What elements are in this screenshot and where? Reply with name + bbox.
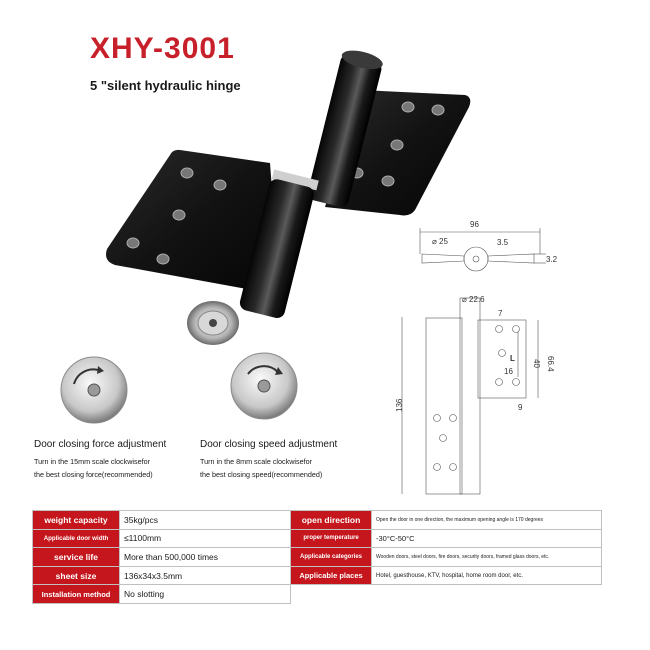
dim-136: 136 xyxy=(395,398,404,412)
table-row xyxy=(33,529,602,548)
spec-label: Applicable places xyxy=(291,566,372,585)
speed-adjust-line1: Turn in the 8mm scale clockwisefor xyxy=(200,457,312,466)
dim-7: 7 xyxy=(498,309,503,318)
spec-label: Installation method xyxy=(33,585,120,604)
spec-table xyxy=(32,510,602,604)
product-subtitle: 5 "silent hydraulic hinge xyxy=(90,78,241,93)
spec-value: 136x34x3.5mm xyxy=(120,566,291,585)
table-row xyxy=(33,511,602,530)
spec-label: Applicable door width xyxy=(33,529,120,548)
dim-9: 9 xyxy=(518,403,523,412)
table-row xyxy=(33,566,602,585)
spec-value: ≤1100mm xyxy=(120,529,291,548)
dim-3-5: 3.5 xyxy=(497,238,509,247)
force-adjust-line2: the best closing force(recommended) xyxy=(34,470,153,479)
product-title: XHY-3001 xyxy=(90,32,235,65)
dim-25: ⌀ 25 xyxy=(432,237,448,246)
spec-label: Applicable categories xyxy=(291,548,372,567)
dim-22-6: ⌀ 22.6 xyxy=(462,295,485,304)
spec-value: 35kg/pcs xyxy=(120,511,291,530)
spec-value: More than 500,000 times xyxy=(120,548,291,567)
spec-value: -30°C-50°C xyxy=(372,529,602,548)
spec-value: Wooden doors, steel doors, fire doors, security doors, framed glass doors, etc. xyxy=(372,548,602,567)
spec-label: weight capacity xyxy=(33,511,120,530)
dim-96: 96 xyxy=(470,220,479,229)
technical-drawing xyxy=(395,212,563,502)
spec-value: Open the door in one direction, the maximum opening angle is 170 degrees xyxy=(372,511,602,530)
spec-value: Hotel, guesthouse, KTV, hospital, home room door, etc. xyxy=(372,566,602,585)
speed-adjust-line2: the best closing speed(recommended) xyxy=(200,470,323,479)
table-row xyxy=(33,585,602,604)
empty-cell xyxy=(372,585,602,604)
spec-label: sheet size xyxy=(33,566,120,585)
table-row xyxy=(33,548,602,567)
dim-3-2: 3.2 xyxy=(546,255,558,264)
dim-16: 16 xyxy=(504,367,513,376)
spec-label: proper temperature xyxy=(291,529,372,548)
spec-label: service life xyxy=(33,548,120,567)
empty-cell xyxy=(291,585,372,604)
spec-label: open direction xyxy=(291,511,372,530)
dim-40: 40 xyxy=(532,359,541,368)
force-adjust-knob-image xyxy=(58,354,130,426)
dim-66-4: 66.4 xyxy=(546,356,555,372)
mark-l: L xyxy=(510,354,515,363)
force-adjust-line1: Turn in the 15mm scale clockwisefor xyxy=(34,457,150,466)
speed-adjust-knob-image xyxy=(228,350,300,422)
force-adjust-heading: Door closing force adjustment xyxy=(34,439,167,450)
spec-value: No slotting xyxy=(120,585,291,604)
speed-adjust-heading: Door closing speed adjustment xyxy=(200,439,338,450)
